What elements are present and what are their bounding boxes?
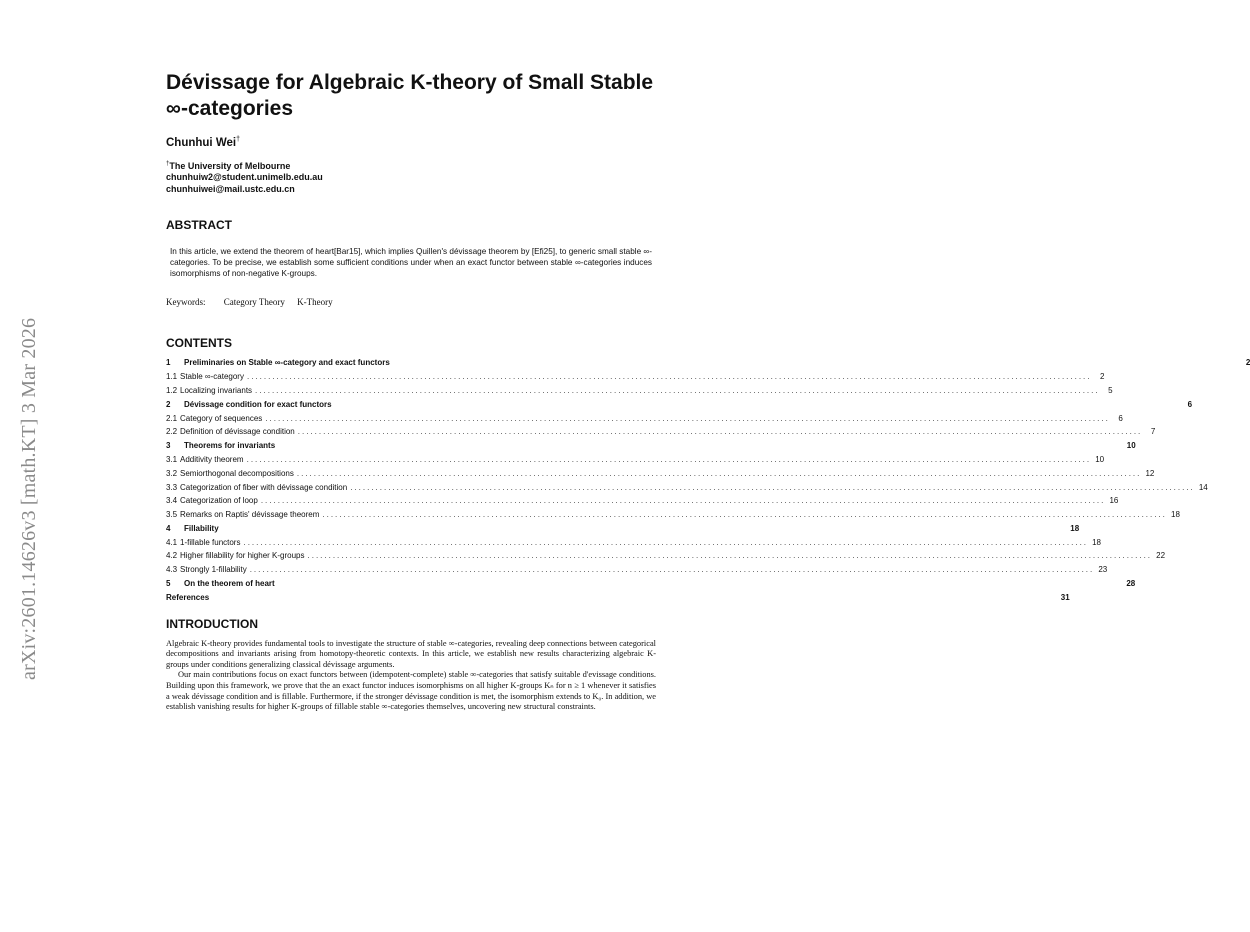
toc-section-entry[interactable] (166, 579, 1136, 593)
arxiv-identifier: arXiv:2601.14626v3 [math.KT] 3 Mar 2026 (18, 317, 40, 680)
toc-entry-number: 2.2 (166, 427, 178, 437)
toc-entry-number: 4.1 (166, 537, 178, 547)
toc-entry-number: 3.5 (166, 510, 178, 520)
toc-entry-page: 28 (1126, 579, 1136, 589)
keyword: Category Theory (223, 297, 285, 308)
keywords-label: Keywords: (166, 297, 206, 308)
toc-dot-leader: ........................................................................................................................................................................................................ (350, 482, 1195, 492)
toc-entry-page: 18 (1092, 537, 1102, 547)
toc-entry-title: Theorems for invariants (184, 441, 276, 451)
toc-entry-page: 5 (1108, 385, 1113, 395)
toc-subsection-entry[interactable] (166, 413, 1123, 428)
toc-entry-number: 2.1 (166, 413, 178, 423)
toc-entry-number: 1.2 (166, 385, 178, 395)
toc-subsection-entry[interactable] (166, 565, 1108, 579)
intro-paragraph-2: Our main contributions focus on exact functors between (idempotent-complete) stable ∞-categories that satisfy suitable d'evissage conditions. Building upon this framework, we prove that the an exact functor induces isomorphisms on all higher K-groups Kₙ for n ≥ 1 whenever it satisfies a weak dévissage condition and is fillable. Furthermore, if the stronger dévissage condition is met, the isomorphism extends to K₀. In addition, we establish vanishing results for higher K-groups of fillable stable ∞-categories themselves, uncovering new structural constraints. (166, 670, 656, 712)
toc-subsection-entry[interactable] (166, 468, 1155, 483)
toc-entry-number: 3.1 (166, 454, 178, 464)
toc-entry-page: 6 (1118, 413, 1123, 423)
toc-section-entry[interactable] (166, 399, 1193, 414)
toc-entry-page: 22 (1156, 551, 1166, 561)
toc-dot-leader: ........................................................................................................................................................................................................ (322, 510, 1167, 520)
toc-entry-title: Categorization of loop (180, 496, 258, 506)
affiliation: The University of Melbourne (169, 160, 291, 171)
toc-section-entry[interactable] (166, 441, 1136, 455)
toc-dot-leader: ........................................................................................................................................................................................................ (296, 468, 1142, 478)
affiliation-block (166, 159, 656, 196)
paper-first-page (166, 70, 1250, 713)
introduction-text (166, 639, 656, 713)
toc-dot-leader: ........................................................................................................................................................................................................ (297, 427, 1143, 437)
toc-entry-number: 1 (166, 358, 171, 368)
author-line (166, 136, 656, 149)
toc-entry-number: 3.3 (166, 482, 178, 492)
toc-subsection-entry[interactable] (166, 454, 1105, 469)
toc-entry-title: Stable ∞-category (180, 372, 244, 382)
toc-subsection-entry[interactable] (166, 496, 1119, 510)
intro-paragraph-1: Algebraic K-theory provides fundamental tools to investigate the structure of stable ∞-categories, revealing deep connections between categorical decompositions and invariants arising from homotopy-theoretic contexts. In this article, we establish new results characterizing algebraic K-groups under conditions generalizing classical dévissage arguments. (166, 638, 656, 669)
toc-entry-title: On the theorem of heart (184, 579, 275, 589)
toc-entry-number: 2 (166, 399, 171, 409)
toc-dot-leader: ........................................................................................................................................................................................................ (307, 551, 1153, 561)
toc-entry-number: 3.2 (166, 468, 178, 478)
email-link-2[interactable]: chunhuiwei@mail.ustc.edu.cn (166, 183, 295, 194)
keywords-line (166, 297, 656, 307)
toc-entry-title: Remarks on Raptis' dévissage theorem (180, 510, 320, 520)
toc-dot-leader: ........................................................................................................................................................................................................ (243, 537, 1089, 547)
toc-entry-title: 1-fillable functors (180, 537, 241, 547)
toc-subsection-entry[interactable] (166, 427, 1156, 441)
toc-entry-page: 14 (1198, 482, 1208, 492)
toc-entry-page: 31 (1060, 592, 1070, 602)
toc-entry-page: 2 (1245, 358, 1250, 368)
toc-subsection-entry[interactable] (166, 482, 1208, 497)
toc-entry-title: Strongly 1-fillability (180, 565, 247, 575)
toc-entry-title: References (166, 592, 210, 602)
contents-heading: CONTENTS (166, 336, 232, 351)
toc-entry-title: Categorization of fiber with dévissage condition (180, 482, 348, 492)
toc-subsection-entry[interactable] (166, 385, 1113, 400)
toc-dot-leader: ........................................................................................................................................................................................................ (246, 372, 1092, 382)
toc-entry-title: Fillability (184, 523, 219, 533)
toc-entry-title: Preliminaries on Stable ∞-category and exact functors (184, 358, 390, 368)
introduction-heading: INTRODUCTION (166, 616, 258, 631)
toc-entry-page: 18 (1171, 510, 1180, 520)
toc-entry-title: Dévissage condition for exact functors (184, 399, 332, 409)
table-of-contents (166, 358, 1250, 606)
toc-section-entry[interactable] (166, 358, 1250, 372)
toc-entry-number: 3 (166, 441, 171, 451)
paper-title: Dévissage for Algebraic K-theory of Small Stable ∞-categories (166, 71, 654, 120)
toc-entry-title: Semiorthogonal decompositions (180, 468, 294, 478)
email-link-1[interactable]: chunhuiw2@student.unimelb.edu.au (166, 172, 323, 183)
toc-entry-page: 10 (1126, 441, 1136, 451)
toc-entry-page: 2 (1100, 372, 1105, 382)
toc-entry-title: Definition of dévissage condition (180, 427, 295, 437)
toc-entry-page: 18 (1070, 523, 1080, 533)
toc-entry-page: 10 (1095, 454, 1105, 464)
toc-entry-title: Localizing invariants (180, 385, 253, 395)
toc-subsection-entry[interactable] (166, 372, 1105, 386)
toc-entry-title: Higher fillability for higher K-groups (180, 551, 305, 561)
toc-dot-leader: ........................................................................................................................................................................................................ (265, 413, 1110, 423)
affiliation-mark: † (166, 160, 170, 167)
toc-entry-page: 7 (1150, 427, 1156, 437)
author-name: Chunhui Wei (166, 136, 237, 149)
toc-entry-number: 4.2 (166, 551, 178, 561)
author-mark: † (236, 136, 240, 143)
toc-entry-page: 12 (1145, 468, 1155, 478)
abstract-heading: ABSTRACT (166, 218, 232, 233)
toc-entry-number: 3.4 (166, 496, 178, 506)
toc-entry-page: 23 (1098, 565, 1108, 575)
toc-section-entry[interactable] (166, 592, 1070, 607)
toc-dot-leader: ........................................................................................................................................................................................................ (246, 454, 1092, 464)
toc-dot-leader: ........................................................................................................................................................................................................ (249, 565, 1095, 575)
toc-dot-leader: ........................................................................................................................................................................................................ (255, 385, 1100, 395)
toc-entry-title: Additivity theorem (180, 454, 244, 464)
toc-entry-title: Category of sequences (180, 413, 263, 423)
toc-section-entry[interactable] (166, 523, 1080, 538)
toc-entry-number: 5 (166, 579, 171, 589)
toc-dot-leader: ........................................................................................................................................................................................................ (260, 496, 1106, 506)
abstract-text: In this article, we extend the theorem of heart[Bar15], which implies Quillen's dévissage theorem by [Efi25], to generic small stable ∞-categories. To be precise, we establish some sufficient conditions under when an exact functor between stable ∞-categories induces isomorphisms of non-negative K-groups. (170, 247, 652, 279)
toc-entry-number: 4.3 (166, 565, 178, 575)
keyword: K-Theory (297, 297, 333, 308)
toc-subsection-entry[interactable] (166, 510, 1180, 524)
toc-subsection-entry[interactable] (166, 551, 1166, 565)
toc-entry-number: 4 (166, 523, 171, 533)
toc-subsection-entry[interactable] (166, 537, 1102, 552)
toc-entry-page: 16 (1109, 496, 1119, 506)
toc-entry-page: 6 (1187, 399, 1193, 409)
toc-entry-number: 1.1 (166, 372, 178, 382)
